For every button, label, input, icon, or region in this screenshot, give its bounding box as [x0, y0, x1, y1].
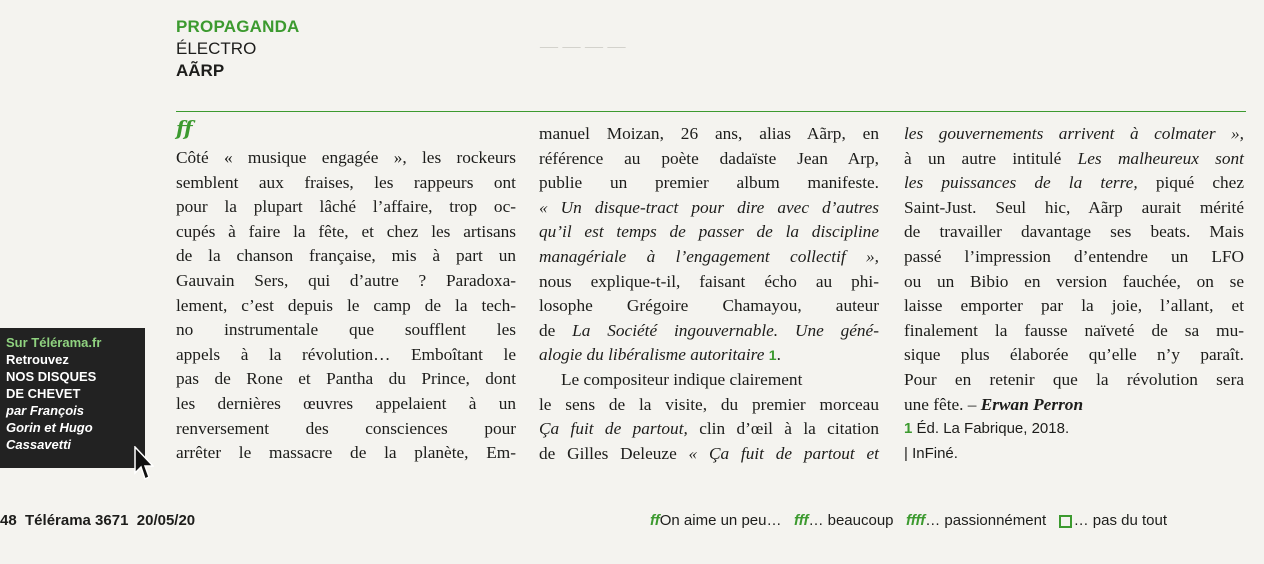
track-title: les puissances de la terre, [904, 173, 1138, 193]
footnote-number: 1 [904, 420, 913, 438]
promo-credit: Gorin et Hugo [6, 420, 93, 435]
text-line: de la chanson française, mis à part un [176, 246, 516, 266]
text-line [539, 417, 879, 442]
text-line [539, 196, 879, 221]
footnote-text: Éd. La Fabrique, 2018. [912, 420, 1070, 438]
text-fragment: de Gilles Deleuze [539, 443, 689, 463]
text-fragment: de [539, 320, 573, 340]
text-line: Saint-Just. Seul hic, Aãrp aurait mérité [904, 197, 1244, 217]
book-title: La Société ingouvernable. Une géné- [572, 320, 879, 340]
artist-name: AÃRP [176, 61, 225, 80]
text-line: référence au poète dadaïste Jean Arp, [539, 148, 879, 168]
text-line: le sens de la visite, du premier morceau [539, 394, 879, 414]
quote-text: « Un disque-tract pour dire avec d’autres [539, 197, 879, 217]
text-line: finalement la fausse naïveté de sa mu- [904, 320, 1244, 340]
track-title: Ça fuit de partout, [539, 419, 688, 439]
genre-label: ÉLECTRO [176, 39, 257, 58]
text-line [539, 442, 879, 467]
text-fragment: clin d’œil à la citation [687, 419, 879, 439]
text-line: pas de Rone et Pantha du Prince, dont [176, 369, 516, 389]
text-fragment: piqué chez [1137, 173, 1244, 193]
column-1 [176, 146, 516, 466]
text-line: nous explique-t-il, faisant écho au phi- [539, 271, 879, 291]
text-line: manuel Moizan, 26 ans, alias Aãrp, en [539, 124, 879, 143]
text-line: pour la plupart lâché l’affaire, trop oc- [176, 197, 516, 217]
footnote-marker: 1 [768, 347, 777, 364]
text-line: no instrumentale que soufflent les [176, 320, 516, 340]
text-line [539, 220, 879, 245]
text-line: les dernières œuvres appelaient à un [176, 393, 516, 413]
green-divider [176, 111, 1246, 112]
legend-label: … pas du tout [1073, 512, 1168, 529]
legend-label: On aime un peu… [659, 512, 782, 529]
record-label: | InFiné. [904, 444, 958, 462]
track-title: Les malheureux sont [1077, 148, 1244, 168]
promo-text: NOS DISQUES [6, 369, 97, 384]
text-fragment: . [776, 345, 781, 365]
text-line: renversement des consciences pour [176, 418, 516, 438]
text-line [539, 245, 879, 270]
rating-legend [650, 512, 1167, 529]
show-through-text: — — — — [540, 36, 626, 56]
quote-text: les gouvernements arrivent à colmater », [904, 124, 1244, 143]
book-title: alogie du libéralisme autoritaire [539, 345, 765, 365]
text-line: Le compositeur indique clairement [561, 369, 803, 389]
text-line: Côté « musique engagée », les rockeurs [176, 148, 516, 167]
text-line: cupés à faire la fête, et chez les artisans [176, 221, 516, 241]
promo-text: DE CHEVET [6, 386, 81, 401]
text-line: semblent aux fraises, les rappeurs ont [176, 172, 516, 192]
column-3 [904, 122, 1244, 466]
text-line: ou un Bibio en version fauchée, on se [904, 271, 1244, 291]
text-line: appels à la révolution… Emboîtant le [176, 344, 516, 364]
text-line: arrêter le massacre de la planète, Em- [176, 443, 516, 463]
text-line [539, 343, 879, 368]
promo-text: Retrouvez [6, 352, 69, 367]
text-line: losophe Grégoire Chamayou, auteur [539, 296, 879, 316]
quote-text: managériale à l’engagement collectif », [539, 246, 879, 266]
text-line: Gauvain Sers, qui d’autre ? Paradoxa- [176, 270, 516, 290]
text-line [904, 147, 1244, 172]
text-line: passé l’impression d’entendre un LFO [904, 246, 1244, 266]
text-line: de travailler davantage ses beats. Mais [904, 222, 1244, 242]
column-2 [539, 122, 879, 466]
text-fragment: une fête. – [904, 394, 981, 414]
text-line [904, 122, 1244, 147]
empty-square-icon [1059, 515, 1072, 528]
text-line: Pour en retenir que la révolution sera [904, 369, 1244, 389]
promo-credit: par François [6, 403, 85, 418]
legend-label: … passionnément [925, 512, 1047, 529]
promo-site-link[interactable]: Sur Télérama.fr [6, 335, 102, 350]
web-promo-box[interactable] [0, 328, 145, 468]
rating-mark: ff [176, 116, 193, 140]
legend-mark: fff [794, 512, 809, 529]
footnote [904, 417, 1244, 442]
text-line: laisse emporter par la joie, l’allant, et [904, 296, 1244, 316]
legend-mark: ff [650, 512, 660, 529]
text-line [539, 319, 879, 344]
text-fragment: à un autre intitulé [904, 148, 1078, 168]
review-header [176, 16, 300, 82]
legend-mark: ffff [906, 512, 926, 529]
text-line: publie un premier album manifeste. [539, 173, 879, 193]
text-line [904, 393, 1244, 418]
quote-text: qu’il est temps de passer de la discipline [539, 222, 879, 242]
text-line: sique plus élaborée qu’elle n’y paraît. [904, 345, 1244, 365]
text-line: lement, c’est depuis le camp de la tech- [176, 295, 516, 315]
rubric-label: PROPAGANDA [176, 17, 300, 36]
promo-credit: Cassavetti [6, 437, 72, 452]
page-footer-info: 48 Télérama 3671 20/05/20 [0, 512, 196, 529]
text-line [904, 171, 1244, 196]
quote-text: « Ça fuit de partout et [688, 443, 879, 463]
author-signature: Erwan Perron [980, 394, 1084, 414]
legend-label: … beaucoup [808, 512, 894, 529]
